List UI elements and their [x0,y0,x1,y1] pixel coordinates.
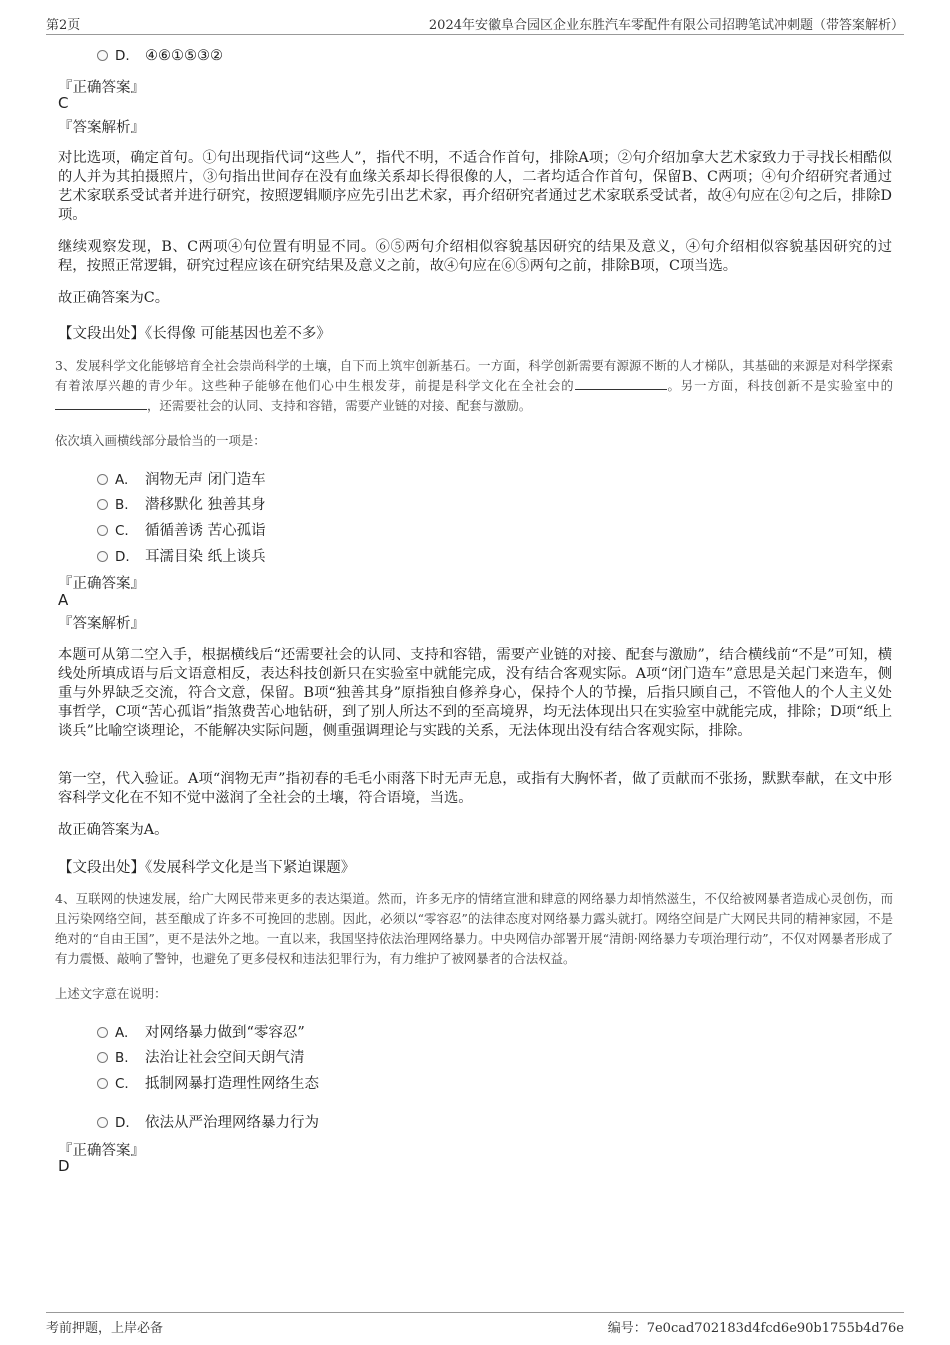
analysis-label: 『答案解析』 [58,616,145,632]
analysis-conclusion: 故正确答案为C。 [58,290,170,306]
answer-value: C [58,94,69,112]
radio-icon[interactable] [97,1052,108,1063]
radio-icon[interactable] [97,551,108,562]
analysis-paragraph: 对比选项，确定首句。①句出现指代词“这些人”，指代不明，不适合作首句，排除A项；②句介绍加拿大艺术家致力于寻找长相酷似的人并为其拍摄照片，③句指出世间存在没有血缘关系却长得很像的人，二者均适合作首句，保留B、C两项；④句介绍研究者通过艺术家联系受试者并进行研究，按照逻辑顺序应先引出艺术家，再介绍研究者通过艺术家联系受试者，故④句应在②句之后，排除D项。 [58,150,892,223]
answer-label: 『正确答案』 [58,576,145,592]
document-id: 编号：7e0cad702183d4fcd6e90b1755b4d76e [607,1321,904,1336]
fill-blank [575,377,667,390]
answer-label: 『正确答案』 [58,1143,145,1159]
analysis-paragraph: 继续观察发现，B、C两项④句位置有明显不同。⑥⑤两句介绍相似容貌基因研究的结果及意义，④句介绍相似容貌基因研究的过程，按照正常逻辑，研究过程应该在研究结果及意义之前，故④句应在⑥⑤两句之前，排除B项，C项当选。 [58,239,892,274]
page-header [46,12,904,35]
analysis-paragraph: 第一空，代入验证。A项“润物无声”指初春的毛毛小雨落下时无声无息，或指有大胸怀者，做了贡献而不张扬，默默奉献，在文中形容科学文化在不知不觉中滋润了全社会的土壤，符合语境，当选。 [58,771,892,806]
page-number: 第2页 [46,18,81,33]
prev-option-d[interactable]: D. ④⑥①⑤③② [97,48,223,64]
analysis-conclusion: 故正确答案为A。 [58,822,169,838]
footer-slogan: 考前押题，上岸必备 [46,1321,164,1336]
option-d[interactable]: D. 耳濡目染 纸上谈兵 [97,545,266,566]
answer-value: D [58,1157,70,1175]
option-c[interactable]: C. 循循善诱 苦心孤诣 [97,519,266,540]
question-prompt: 上述文字意在说明： [55,986,167,1001]
fill-blank [55,397,147,410]
option-a[interactable]: A. 润物无声 闭门造车 [97,468,266,489]
answer-label: 『正确答案』 [58,80,145,96]
radio-icon[interactable] [97,1027,108,1038]
option-d[interactable]: D. 依法从严治理网络暴力行为 [97,1111,319,1132]
source-citation: 【文段出处】《发展科学文化是当下紧迫课题》 [58,860,356,876]
radio-icon[interactable] [97,1117,108,1128]
question-stem: 4、互联网的快速发展，给广大网民带来更多的表达渠道。然而，许多无序的情绪宣泄和肆意的网络暴力却悄然滋生，不仅给被网暴者造成心灵创伤，而且污染网络空间，甚至酿成了许多不可挽回的悲剧。因此，必须以“零容忍”的法律态度对网络暴力露头就打。网络空间是广大网民共同的精神家园，不是绝对的“自由王国”，更不是法外之地。一直以来，我国坚持依法治理网络暴力。中央网信办部署开展“清朗·网络暴力专项治理行动”，不仅对网暴者形成了有力震慑、敲响了警钟，也避免了更多侵权和违法犯罪行为，有力维护了被网暴者的合法权益。 [55,891,893,966]
source-citation: 【文段出处】《长得像 可能基因也差不多》 [58,326,331,342]
option-c[interactable]: C. 抵制网暴打造理性网络生态 [97,1072,319,1093]
page-footer [46,1312,904,1337]
document-title: 2024年安徽阜合园区企业东胜汽车零配件有限公司招聘笔试冲刺题（带答案解析） [428,18,904,33]
option-b[interactable]: B. 法治让社会空间天朗气清 [97,1046,305,1067]
question-prompt: 依次填入画横线部分最恰当的一项是： [55,433,266,448]
option-a[interactable]: A. 对网络暴力做到“零容忍” [97,1021,305,1042]
question-stem: 3、发展科学文化能够培育全社会崇尚科学的土壤，自下而上筑牢创新基石。一方面，科学创新需要有源源不断的人才梯队，其基础的来源是对科学探索有着浓厚兴趣的青少年。这些种子能够在他们心中生根发芽，前提是科学文化在全社会的 。另一方面，科技创新不是实验室中的，还需要社会的认同、支持和容错，需要产业链的对接、配套与激励。 [55,358,894,413]
radio-icon[interactable] [97,50,108,61]
answer-value: A [58,591,69,609]
option-b[interactable]: B. 潜移默化 独善其身 [97,493,266,514]
analysis-label: 『答案解析』 [58,120,145,136]
radio-icon[interactable] [97,525,108,536]
radio-icon[interactable] [97,474,108,485]
radio-icon[interactable] [97,499,108,510]
analysis-paragraph: 本题可从第二空入手，根据横线后“还需要社会的认同、支持和容错，需要产业链的对接、配套与激励”，结合横线前“不是”可知，横线处所填成语与后文语意相反，表达科技创新只在实验室中就能完成，没有结合客观实际。A项“闭门造车”意思是关起门来造车，侧重与外界缺乏交流，符合文意，保留。B项“独善其身”原指独自修养身心，保持个人的节操，后指只顾自己，不管他人的个人主义处事哲学，C项“苦心孤诣”指煞费苦心地钻研，到了别人所达不到的至高境界，均无法体现出只在实验室中就能完成，排除；D项“纸上谈兵”比喻空谈理论，不能解决实际问题，侧重强调理论与实践的关系，无法体现出没有结合客观实际，排除。 [58,647,892,739]
radio-icon[interactable] [97,1078,108,1089]
